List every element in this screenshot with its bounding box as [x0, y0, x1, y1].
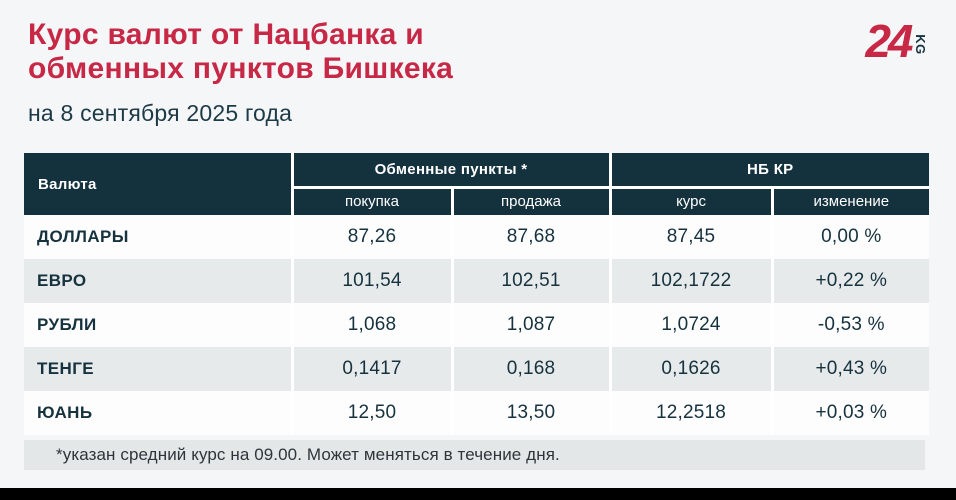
- change-cell: -0,53 %: [772, 303, 929, 347]
- col-header-change: изменение: [772, 187, 929, 215]
- buy-cell: 0,1417: [292, 347, 452, 391]
- col-group-exchange-offices: Обменные пункты *: [292, 153, 610, 187]
- footnote-strip: [24, 440, 925, 470]
- buy-cell: 87,26: [292, 215, 452, 259]
- col-group-nbkr: НБ КР: [610, 153, 929, 187]
- table-row-dollars: [24, 215, 929, 259]
- rate-cell: 12,2518: [610, 391, 772, 435]
- bottom-bar: [0, 488, 956, 500]
- currency-cell: ЕВРО: [24, 259, 292, 303]
- logo-24-text: 24: [865, 15, 911, 67]
- sell-cell: 0,168: [452, 347, 610, 391]
- rate-cell: 0,1626: [610, 347, 772, 391]
- header: [28, 15, 930, 127]
- sell-cell: 1,087: [452, 303, 610, 347]
- currency-cell: ДОЛЛАРЫ: [24, 215, 292, 259]
- exchange-rates-table: [24, 153, 929, 435]
- logo-kg-text: KG: [912, 34, 928, 55]
- table-body: [24, 215, 929, 435]
- table-header: [24, 153, 929, 215]
- footnote-text: *указан средний курс на 09.00. Может меняться в течение дня.: [56, 445, 560, 464]
- table-row-euro: [24, 259, 929, 303]
- sell-cell: 87,68: [452, 215, 610, 259]
- sell-cell: 13,50: [452, 391, 610, 435]
- buy-cell: 1,068: [292, 303, 452, 347]
- table-header-group-row: [24, 153, 929, 187]
- currency-cell: РУБЛИ: [24, 303, 292, 347]
- logo-24kg: [865, 15, 930, 67]
- table-row-yuan: [24, 391, 929, 435]
- change-cell: +0,43 %: [772, 347, 929, 391]
- col-header-currency: Валюта: [24, 153, 292, 215]
- table-row-tenge: [24, 347, 929, 391]
- col-header-buy: покупка: [292, 187, 452, 215]
- change-cell: 0,00 %: [772, 215, 929, 259]
- col-header-rate: курс: [610, 187, 772, 215]
- buy-cell: 12,50: [292, 391, 452, 435]
- rate-cell: 87,45: [610, 215, 772, 259]
- title-block: [28, 18, 453, 127]
- currency-cell: ЮАНЬ: [24, 391, 292, 435]
- table-row-rubles: [24, 303, 929, 347]
- col-header-sell: продажа: [452, 187, 610, 215]
- buy-cell: 101,54: [292, 259, 452, 303]
- rate-cell: 102,1722: [610, 259, 772, 303]
- page-title: [28, 18, 453, 86]
- title-line-2: обменных пунктов Бишкека: [28, 52, 454, 85]
- date-subtitle: на 8 сентября 2025 года: [28, 100, 293, 126]
- sell-cell: 102,51: [452, 259, 610, 303]
- change-cell: +0,03 %: [772, 391, 929, 435]
- title-line-1: Курс валют от Нацбанка и: [28, 18, 425, 51]
- change-cell: +0,22 %: [772, 259, 929, 303]
- currency-cell: ТЕНГЕ: [24, 347, 292, 391]
- rate-cell: 1,0724: [610, 303, 772, 347]
